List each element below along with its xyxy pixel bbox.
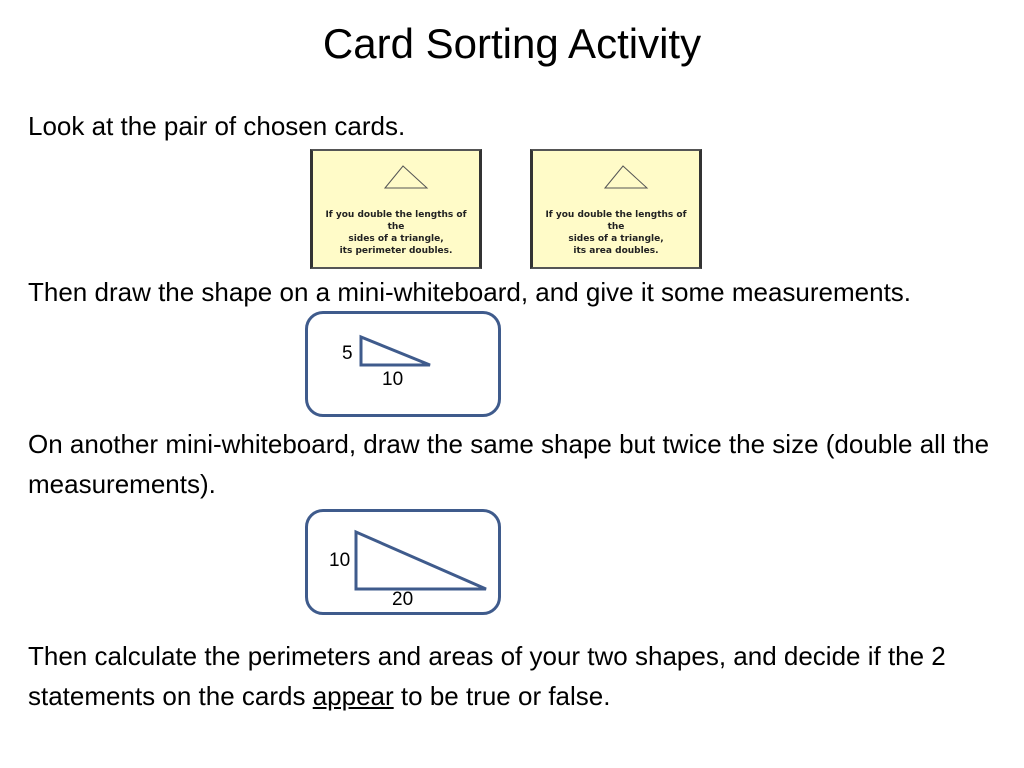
- base-length-label: 10: [382, 369, 404, 390]
- base-length-label: 20: [392, 589, 414, 610]
- mini-whiteboard-original: [305, 311, 501, 417]
- card-statement: [317, 209, 475, 257]
- slide-title: Card Sorting Activity: [322, 20, 702, 67]
- card-statement: [537, 209, 695, 257]
- card-statement-line: If you double the lengths of the: [325, 210, 467, 232]
- card-statement-line: its area doubles.: [573, 246, 659, 256]
- instruction-step-1: Look at the pair of chosen cards.: [28, 111, 406, 141]
- statement-card-perimeter: [310, 149, 482, 269]
- card-statement-line: If you double the lengths of the: [545, 210, 687, 232]
- triangle-icon: [381, 163, 431, 191]
- card-statement-line: sides of a triangle,: [568, 234, 664, 244]
- right-triangle-small: [308, 314, 498, 414]
- side-length-label: 10: [329, 550, 351, 571]
- statement-card-area: [530, 149, 702, 269]
- card-statement-line: sides of a triangle,: [348, 234, 444, 244]
- triangle-icon: [601, 163, 651, 191]
- instruction-text: Then calculate the perimeters and areas of your two shapes, and decide if the 2 statements on the cards: [28, 641, 946, 711]
- card-statement-line: its perimeter doubles.: [339, 246, 453, 256]
- instruction-text: to be true or false.: [393, 681, 611, 711]
- instruction-step-4: [28, 636, 1003, 716]
- instruction-step-3: On another mini-whiteboard, draw the same shape but twice the size (double all the measurements).: [28, 429, 990, 499]
- mini-whiteboard-doubled: [305, 509, 501, 615]
- emphasis-appear: appear: [312, 681, 394, 711]
- side-length-label: 5: [342, 343, 353, 364]
- instruction-step-2: Then draw the shape on a mini-whiteboard, and give it some measurements.: [28, 277, 912, 307]
